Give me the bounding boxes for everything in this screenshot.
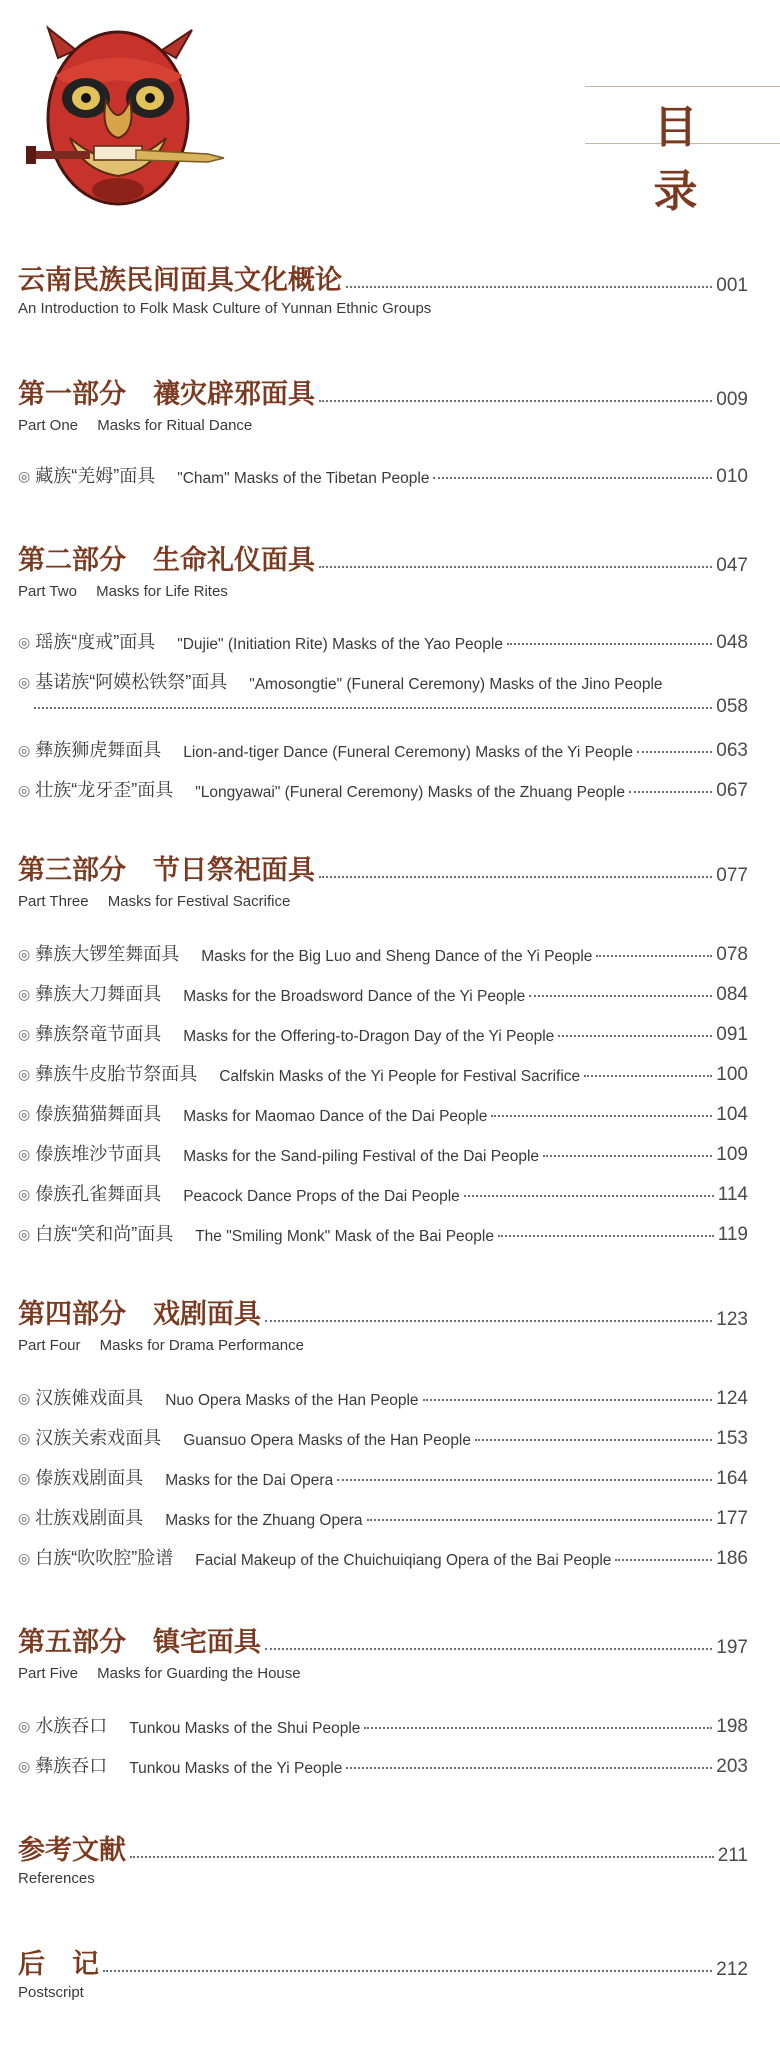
dot-leader (265, 1320, 712, 1322)
item-title-en: "Amosongtie" (Funeral Ceremony) Masks of the Jino People (249, 676, 663, 693)
bullet-icon: ◎ (18, 782, 31, 798)
item-title-en: Guansuo Opera Masks of the Han People (183, 1432, 471, 1449)
toc-item[interactable] (18, 462, 748, 488)
bullet-icon: ◎ (18, 1186, 31, 1202)
dot-leader (319, 566, 712, 568)
page-number: 198 (716, 1716, 748, 1737)
dot-leader (319, 400, 712, 402)
page-number: 114 (717, 1184, 748, 1205)
item-title-en: "Longyawai" (Funeral Ceremony) Masks of the Zhuang People (195, 784, 625, 801)
item-title-cn: 汉族关索戏面具 (35, 1428, 162, 1448)
page-number: 212 (716, 1959, 748, 1980)
toc-item[interactable] (18, 668, 748, 694)
toc-entry-postscript[interactable] (18, 1942, 748, 1981)
toc-section-3[interactable] (18, 848, 748, 887)
item-title-cn: 白族“笑和尚”面具 (35, 1224, 174, 1244)
toc-item[interactable] (18, 1464, 748, 1490)
dot-leader (491, 1115, 712, 1117)
toc-item[interactable] (18, 1712, 748, 1738)
bullet-icon: ◎ (18, 986, 31, 1002)
dot-leader (433, 477, 712, 479)
page-number: 119 (717, 1224, 748, 1245)
toc-item[interactable] (18, 1424, 748, 1450)
bullet-icon: ◎ (18, 1066, 31, 1082)
intro-title: 云南民族民间面具文化概论 (18, 265, 342, 296)
dot-leader (130, 1856, 714, 1858)
item-title-en: Masks for the Big Luo and Sheng Dance of the Yi People (201, 948, 593, 965)
toc-title-box (585, 86, 780, 217)
section-subtitle: Postscript (18, 1984, 84, 2001)
dot-leader (423, 1399, 713, 1401)
dot-leader (584, 1075, 712, 1077)
page-number: 010 (716, 466, 748, 487)
page-number: 109 (716, 1144, 748, 1165)
dot-leader (464, 1195, 714, 1197)
toc-item[interactable] (18, 628, 748, 654)
page-number: 124 (716, 1388, 748, 1409)
toc-item[interactable] (18, 1544, 748, 1570)
item-title-cn: 彝族大刀舞面具 (35, 984, 162, 1004)
bullet-icon: ◎ (18, 1390, 31, 1406)
section-title: 第一部分 禳灾辟邪面具 (18, 379, 315, 410)
bullet-icon: ◎ (18, 634, 31, 650)
toc-item[interactable] (18, 980, 748, 1006)
item-title-en: "Cham" Masks of the Tibetan People (177, 470, 430, 487)
item-title-cn: 彝族狮虎舞面具 (35, 740, 162, 760)
dot-leader (543, 1155, 712, 1157)
page-number: 058 (716, 696, 748, 717)
section-title: 第三部分 节日祭祀面具 (18, 855, 315, 886)
item-title-cn: 壮族戏剧面具 (35, 1508, 144, 1528)
toc-item[interactable] (18, 1060, 748, 1086)
page-number: 104 (716, 1104, 748, 1125)
toc-item[interactable] (18, 1384, 748, 1410)
page-number: 077 (716, 865, 748, 886)
dot-leader (346, 1767, 712, 1769)
item-title-cn: 基诺族“阿嫫松铁祭”面具 (35, 672, 228, 692)
toc-entry-references[interactable] (18, 1828, 748, 1867)
toc-item[interactable] (18, 1180, 748, 1206)
page-number: 177 (716, 1508, 748, 1529)
toc-entry-intro[interactable] (18, 258, 748, 297)
page-number: 009 (716, 389, 748, 410)
section-subtitle: References (18, 1870, 95, 1887)
item-title-cn: 瑶族“度戒”面具 (35, 632, 156, 652)
page-number: 067 (716, 780, 748, 801)
bullet-icon: ◎ (18, 1718, 31, 1734)
item-title-en: Masks for the Sand-piling Festival of the Dai People (183, 1148, 540, 1165)
mask-illustration (26, 20, 226, 210)
dot-leader (637, 751, 712, 753)
toc-item-continuation[interactable] (34, 696, 748, 718)
item-title-cn: 傣族猫猫舞面具 (35, 1104, 162, 1124)
bullet-icon: ◎ (18, 674, 31, 690)
bullet-icon: ◎ (18, 1758, 31, 1774)
item-title-cn: 汉族傩戏面具 (35, 1388, 144, 1408)
page-number: 001 (716, 275, 748, 296)
section-title: 参考文献 (18, 1835, 126, 1866)
item-title-cn: 彝族大锣笙舞面具 (35, 944, 180, 964)
item-title-en: Peacock Dance Props of the Dai People (183, 1188, 460, 1205)
page-number: 078 (716, 944, 748, 965)
item-title-cn: 彝族祭竜节面具 (35, 1024, 162, 1044)
dot-leader (558, 1035, 712, 1037)
page-number: 186 (716, 1548, 748, 1569)
page-number: 211 (717, 1845, 748, 1866)
page-number: 063 (716, 740, 748, 761)
toc-item[interactable] (18, 736, 748, 762)
toc-section-1[interactable] (18, 372, 748, 411)
section-title: 第二部分 生命礼仪面具 (18, 545, 315, 576)
section-subtitle: Part One Masks for Ritual Dance (18, 417, 253, 434)
section-title: 第四部分 戏剧面具 (18, 1299, 261, 1330)
item-title-cn: 傣族戏剧面具 (35, 1468, 144, 1488)
item-title-cn: 水族吞口 (35, 1716, 108, 1736)
dot-leader (529, 995, 712, 997)
bullet-icon: ◎ (18, 468, 31, 484)
item-title-cn: 彝族牛皮胎节祭面具 (35, 1064, 198, 1084)
bullet-icon: ◎ (18, 946, 31, 962)
page-number: 153 (716, 1428, 748, 1449)
page-number: 123 (716, 1309, 748, 1330)
item-title-en: Facial Makeup of the Chuichuiqiang Opera of the Bai People (195, 1552, 612, 1569)
section-subtitle: Part Three Masks for Festival Sacrifice (18, 893, 291, 910)
item-title-cn: 傣族堆沙节面具 (35, 1144, 162, 1164)
page-number: 197 (716, 1637, 748, 1658)
item-title-en: Masks for the Offering-to-Dragon Day of the Yi People (183, 1028, 555, 1045)
dot-leader (103, 1970, 712, 1972)
dot-leader (319, 876, 712, 878)
item-title-en: Lion-and-tiger Dance (Funeral Ceremony) Masks of the Yi People (183, 744, 633, 761)
item-title-cn: 白族“吹吹腔”脸谱 (35, 1548, 174, 1568)
toc-item[interactable] (18, 1220, 748, 1246)
bullet-icon: ◎ (18, 1550, 31, 1566)
dot-leader (337, 1479, 712, 1481)
dot-leader (34, 707, 712, 709)
bullet-icon: ◎ (18, 1510, 31, 1526)
section-subtitle: Part Two Masks for Life Rites (18, 583, 228, 600)
item-title-en: Calfskin Masks of the Yi People for Festival Sacrifice (219, 1068, 581, 1085)
toc-item[interactable] (18, 1020, 748, 1046)
page-number: 048 (716, 632, 748, 653)
bullet-icon: ◎ (18, 1226, 31, 1242)
item-title-en: Masks for Maomao Dance of the Dai People (183, 1108, 488, 1125)
item-title-en: Tunkou Masks of the Yi People (129, 1760, 343, 1777)
item-title-cn: 傣族孔雀舞面具 (35, 1184, 162, 1204)
intro-subtitle: An Introduction to Folk Mask Culture of Yunnan Ethnic Groups (18, 300, 432, 317)
dot-leader (367, 1519, 713, 1521)
bullet-icon: ◎ (18, 742, 31, 758)
section-subtitle: Part Five Masks for Guarding the House (18, 1665, 301, 1682)
section-title: 第五部分 镇宅面具 (18, 1627, 261, 1658)
dot-leader (346, 286, 712, 288)
page-number: 203 (716, 1756, 748, 1777)
section-subtitle: Part Four Masks for Drama Performance (18, 1337, 304, 1354)
item-title-cn: 壮族“龙牙歪”面具 (35, 780, 174, 800)
toc-item[interactable] (18, 1504, 748, 1530)
toc-item[interactable] (18, 776, 748, 802)
item-title-cn: 藏族“羌姆”面具 (35, 466, 156, 486)
item-title-cn: 彝族吞口 (35, 1756, 108, 1776)
page-number: 164 (716, 1468, 748, 1489)
dot-leader (629, 791, 712, 793)
dot-leader (364, 1727, 712, 1729)
toc-item[interactable] (18, 1100, 748, 1126)
item-title-en: The "Smiling Monk" Mask of the Bai People (195, 1228, 494, 1245)
item-title-en: "Dujie" (Initiation Rite) Masks of the Yao People (177, 636, 503, 653)
dot-leader (498, 1235, 714, 1237)
toc-section-2[interactable] (18, 538, 748, 577)
item-title-en: Nuo Opera Masks of the Han People (165, 1392, 419, 1409)
toc-section-5[interactable] (18, 1620, 748, 1659)
bullet-icon: ◎ (18, 1470, 31, 1486)
dot-leader (507, 643, 712, 645)
dot-leader (265, 1648, 712, 1650)
item-title-en: Tunkou Masks of the Shui People (129, 1720, 361, 1737)
bullet-icon: ◎ (18, 1106, 31, 1122)
toc-item[interactable] (18, 1752, 748, 1778)
bullet-icon: ◎ (18, 1430, 31, 1446)
item-title-en: Masks for the Zhuang Opera (165, 1512, 363, 1529)
dot-leader (596, 955, 712, 957)
toc-section-4[interactable] (18, 1292, 748, 1331)
page-number: 091 (716, 1024, 748, 1045)
toc-item[interactable] (18, 940, 748, 966)
page-number: 047 (716, 555, 748, 576)
page-number: 100 (716, 1064, 748, 1085)
dot-leader (475, 1439, 712, 1441)
page-number: 084 (716, 984, 748, 1005)
item-title-en: Masks for the Broadsword Dance of the Yi People (183, 988, 526, 1005)
toc-item[interactable] (18, 1140, 748, 1166)
bullet-icon: ◎ (18, 1026, 31, 1042)
toc-title: 目 录 (653, 102, 732, 217)
item-title-en: Masks for the Dai Opera (165, 1472, 334, 1489)
dot-leader (615, 1559, 712, 1561)
section-title: 后 记 (18, 1949, 99, 1980)
bullet-icon: ◎ (18, 1146, 31, 1162)
